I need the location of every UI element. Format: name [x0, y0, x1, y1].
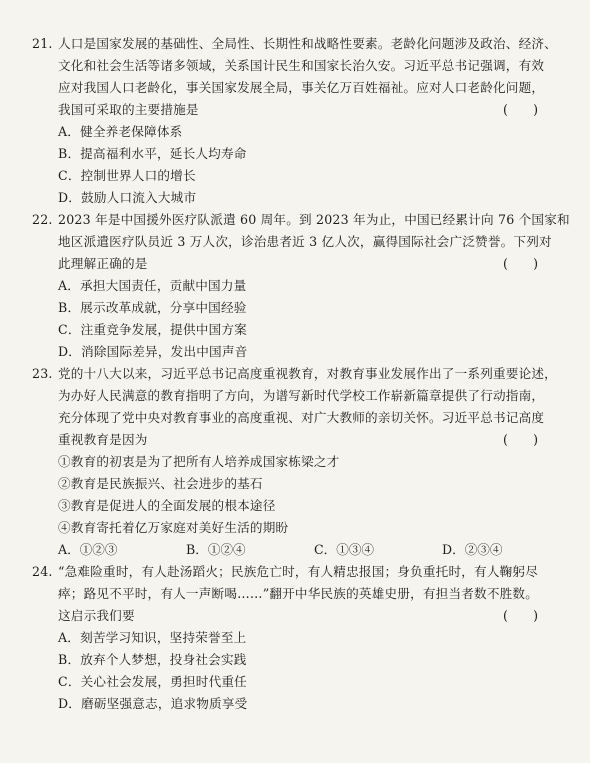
question-number: 21. [32, 36, 53, 51]
option-b: B．提高福利水平，延长人均寿命 [58, 146, 247, 161]
question-stem-line: 我国可采取的主要措施是 [58, 102, 199, 117]
option-c: C．关心社会发展，勇担时代重任 [58, 674, 247, 689]
choice-c: C．①③④ [314, 542, 375, 557]
answer-parentheses: ( ) [503, 102, 539, 117]
question-stem-line: 应对我国人口老龄化，事关国家发展全局，事关亿万百姓福祉。应对人口老龄化问题， [58, 80, 545, 95]
question-stem-line: 地区派遣医疗队员近 3 万人次，诊治患者近 3 亿人次，赢得国际社会广泛赞誉。下列对 [58, 234, 552, 249]
statement-4: ④教育寄托着亿万家庭对美好生活的期盼 [58, 520, 289, 535]
question-stem-line: 为办好人民满意的教育指明了方向，为谱写新时代学校工作崭新篇章提供了行动指南， [58, 388, 545, 403]
statement-3: ③教育是促进人的全面发展的根本途径 [58, 498, 276, 513]
question-stem-line: “急难险重时，有人赴汤蹈火；民族危亡时，有人精忠报国；身负重托时，有人鞠躬尽 [58, 564, 539, 579]
option-c: C．控制世界人口的增长 [58, 168, 196, 183]
answer-parentheses: ( ) [503, 256, 539, 271]
question-stem-line: 这启示我们要 [58, 608, 135, 623]
question-number: 24. [32, 564, 53, 579]
option-b: B．放弃个人梦想，投身社会实践 [58, 652, 247, 667]
question-stem-line: 人口是国家发展的基础性、全局性、长期性和战略性要素。老龄化问题涉及政治、经济、 [58, 36, 557, 51]
option-d: D．鼓励人口流入大城市 [58, 190, 197, 205]
option-d: D．消除国际差异，发出中国声音 [58, 344, 248, 359]
choice-b: B．①②④ [186, 542, 246, 557]
option-c: C．注重竞争发展，提供中国方案 [58, 322, 247, 337]
answer-parentheses: ( ) [503, 608, 539, 623]
question-stem-line: 2023 年是中国援外医疗队派遣 60 周年。到 2023 年为止，中国已经累计向 76 个国家和 [58, 212, 570, 227]
question-stem-line: 瘁；路见不平时，有人一声断喝……”翻开中华民族的英雄史册，有担当者数不胜数。 [58, 586, 539, 601]
question-stem-line: 党的十八大以来，习近平总书记高度重视教育，对教育事业发展作出了一系列重要论述， [58, 366, 557, 381]
question-stem-line: 此理解正确的是 [58, 256, 148, 271]
question-stem-line: 充分体现了党中央对教育事业的高度重视、对广大教师的亲切关怀。习近平总书记高度 [58, 410, 545, 425]
statement-1: ①教育的初衷是为了把所有人培养成国家栋梁之才 [58, 454, 340, 469]
option-a: A．刻苦学习知识，坚持荣誉至上 [58, 630, 247, 645]
option-d: D．磨砺坚强意志，追求物质享受 [58, 696, 248, 711]
option-a: A．健全养老保障体系 [58, 124, 183, 139]
question-stem-line: 文化和社会生活等诸多领域，关系国计民生和国家长治久安。习近平总书记强调，有效 [58, 58, 545, 73]
statement-2: ②教育是民族振兴、社会进步的基石 [58, 476, 263, 491]
option-b: B．展示改革成就，分享中国经验 [58, 300, 247, 315]
option-a: A．承担大国责任，贡献中国力量 [58, 278, 247, 293]
question-number: 22. [32, 212, 53, 227]
choice-d: D．②③④ [442, 542, 503, 557]
answer-parentheses: ( ) [503, 432, 539, 447]
question-number: 23. [32, 366, 53, 381]
choice-a: A．①②③ [58, 542, 118, 557]
question-stem-line: 重视教育是因为 [58, 432, 148, 447]
